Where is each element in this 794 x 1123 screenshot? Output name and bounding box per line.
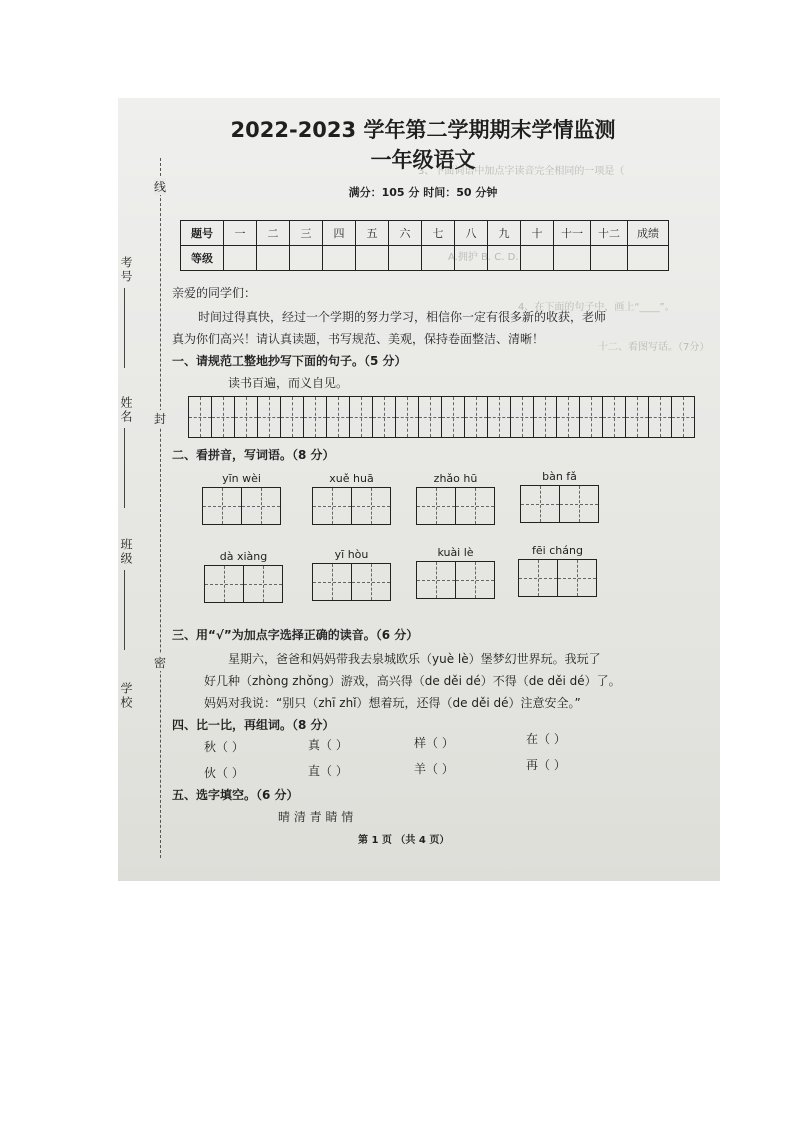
grade-input-cell[interactable] (290, 246, 323, 271)
exam-number-underline (124, 288, 125, 368)
compare-item[interactable]: 羊（ ） (414, 762, 454, 776)
table-cell: 十 (521, 221, 554, 246)
secret-mark: 密 (154, 656, 167, 670)
grade-input-cell[interactable] (323, 246, 356, 271)
intro-line: 时间过得真快，经过一个学期的努力学习，相信你一定有很多新的收获，老师 (198, 310, 607, 324)
compare-item[interactable]: 伙（ ） (204, 766, 244, 780)
exam-title: 2022-2023 学年第二学期期末学情监测 (230, 118, 616, 142)
table-cell: 成绩 (628, 221, 669, 246)
grade-input-cell[interactable] (554, 246, 591, 271)
table-cell: 七 (422, 221, 455, 246)
table-cell: 题号 (181, 221, 224, 246)
table-cell: 十一 (554, 221, 591, 246)
writing-grid[interactable] (188, 396, 695, 438)
word-boxes[interactable] (202, 487, 281, 525)
grade-input-cell[interactable] (591, 246, 628, 271)
compare-item[interactable]: 再（ ） (526, 758, 566, 772)
table-cell: 二 (257, 221, 290, 246)
compare-item[interactable]: 秋（ ） (204, 740, 244, 754)
word-boxes[interactable] (416, 487, 495, 525)
section-heading: 三、用“√”为加点字选择正确的读音。（6 分） (172, 628, 419, 642)
pinyin-label: fēi cháng (532, 544, 583, 557)
pinyin-item (202, 472, 281, 525)
page-footer: 第 1 页 （共 4 页） (358, 835, 450, 846)
bleed-text: 十二、看图写话。（7分） (598, 342, 710, 353)
pinyin-label: yī hòu (334, 548, 369, 561)
compare-item[interactable]: 在（ ） (526, 732, 566, 746)
table-cell: 九 (488, 221, 521, 246)
section-heading: 四、比一比，再组词。（8 分） (172, 718, 335, 732)
table-cell: 等级 (181, 246, 224, 271)
pinyin-label: kuài lè (437, 546, 474, 559)
reading-line: 妈妈对我说：“别只（zhī zhǐ）想着玩，还得（de děi dé）注意安全。” (204, 696, 581, 710)
word-boxes[interactable] (204, 565, 283, 603)
grade-input-cell[interactable] (389, 246, 422, 271)
word-boxes[interactable] (312, 563, 391, 601)
exam-subtitle: 一年级语文 (370, 148, 476, 172)
table-cell: 三 (290, 221, 323, 246)
table-cell: 十二 (591, 221, 628, 246)
compare-item[interactable]: 直（ ） (308, 764, 348, 778)
pinyin-item (518, 544, 597, 597)
greeting: 亲爱的同学们： (172, 286, 257, 300)
exam-number-label: 考号 (119, 256, 133, 284)
pinyin-label: xuě huā (329, 472, 374, 485)
binding-line (160, 158, 161, 858)
exam-info: 满分：105 分 时间：50 分钟 (348, 186, 498, 199)
word-boxes[interactable] (518, 559, 597, 597)
pinyin-item (416, 546, 495, 599)
name-label: 姓名 (119, 396, 133, 424)
intro-line: 真为你们高兴！请认真读题，书写规范、美观，保持卷面整洁、清晰！ (172, 332, 545, 346)
pinyin-item (416, 472, 495, 525)
class-underline (124, 570, 125, 650)
compare-item[interactable]: 真（ ） (308, 738, 348, 752)
section-heading: 五、选字填空。（6 分） (172, 788, 299, 802)
score-table-header-row (181, 221, 669, 246)
pinyin-item (312, 548, 391, 601)
grade-input-cell[interactable] (628, 246, 669, 271)
compare-item[interactable]: 样（ ） (414, 736, 454, 750)
table-cell: 一 (224, 221, 257, 246)
pinyin-item (204, 550, 283, 603)
school-label: 学校 (119, 682, 133, 710)
table-cell: 五 (356, 221, 389, 246)
grade-input-cell[interactable] (422, 246, 455, 271)
pinyin-label: dà xiàng (219, 550, 268, 563)
score-table-grade-row (181, 246, 669, 271)
table-cell: 八 (455, 221, 488, 246)
grade-input-cell[interactable] (356, 246, 389, 271)
word-boxes[interactable] (416, 561, 495, 599)
score-table (180, 220, 669, 271)
grade-input-cell[interactable] (455, 246, 488, 271)
bleed-text: 4、在下面的句子中，画上“____”。 (518, 302, 675, 313)
copy-sentence: 读书百遍，而义自见。 (228, 376, 349, 390)
name-underline (124, 428, 125, 508)
pinyin-label: yīn wèi (222, 472, 261, 485)
word-boxes[interactable] (520, 485, 599, 523)
grade-input-cell[interactable] (257, 246, 290, 271)
line-mark: 线 (154, 180, 167, 194)
bleed-text: 3、下面词语中加点字读音完全相同的一项是（ (418, 166, 625, 177)
section-heading: 二、看拼音，写词语。（8 分） (172, 448, 335, 462)
pinyin-label: zhǎo hū (433, 472, 478, 485)
bleed-text: A.拥护 B. C. D. (448, 252, 519, 263)
pinyin-item (520, 470, 599, 523)
class-label: 班级 (119, 538, 133, 566)
seal-mark: 封 (154, 412, 167, 426)
exam-photo (118, 98, 720, 881)
table-cell: 四 (323, 221, 356, 246)
section-heading: 一、请规范工整地抄写下面的句子。（5 分） (172, 354, 407, 368)
reading-line: 好几种（zhòng zhǒng）游戏，高兴得（de děi dé）不得（de děi dé）了。 (204, 674, 621, 688)
reading-line: 星期六，爸爸和妈妈带我去泉城欧乐（yuè lè）堡梦幻世界玩。我玩了 (228, 652, 601, 666)
character-options: 晴 清 青 睛 情 (278, 810, 354, 824)
grade-input-cell[interactable] (224, 246, 257, 271)
pinyin-label: bàn fǎ (542, 470, 577, 483)
grade-input-cell[interactable] (488, 246, 521, 271)
word-boxes[interactable] (312, 487, 391, 525)
grade-input-cell[interactable] (521, 246, 554, 271)
table-cell: 六 (389, 221, 422, 246)
pinyin-item (312, 472, 391, 525)
